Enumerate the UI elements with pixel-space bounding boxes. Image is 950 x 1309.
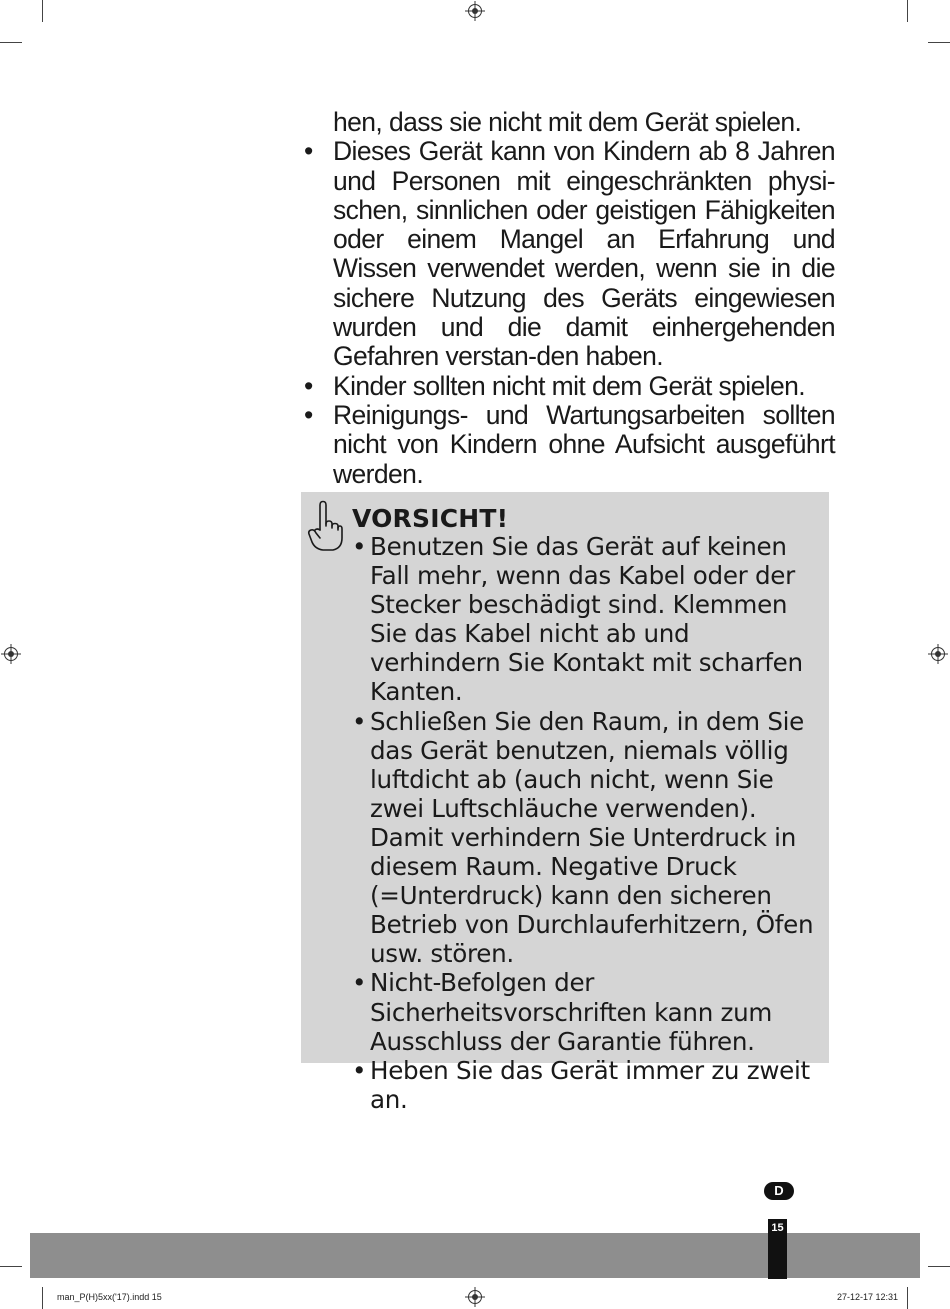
crop-mark xyxy=(42,0,43,22)
list-item: hen, dass sie nicht mit dem Gerät spielen. xyxy=(333,107,802,137)
registration-mark-icon xyxy=(4,647,18,661)
list-item: • Reinigungs- und Wartungsarbeiten sollten nicht von Kindern ohne Aufsicht ausgeführt werden. xyxy=(300,401,835,489)
list-item: • Benutzen Sie das Gerät auf keinen Fall mehr, wenn das Kabel oder der Stecker beschädigt sind. Klemmen Sie das Kabel nicht ab und verhindern Sie Kontakt mit scharfen Kanten. xyxy=(352,532,822,707)
caution-box xyxy=(301,492,829,1114)
crop-mark xyxy=(42,1287,43,1309)
registration-mark-icon xyxy=(468,1290,482,1304)
language-badge: D xyxy=(764,1182,794,1200)
safety-list xyxy=(300,108,835,489)
crop-mark xyxy=(928,42,950,43)
crop-mark xyxy=(928,1266,950,1267)
registration-mark-icon xyxy=(468,4,482,18)
caution-title: VORSICHT! xyxy=(352,504,509,533)
caution-list xyxy=(352,532,822,1114)
file-slug: man_P(H)5xx('17).indd 15 xyxy=(57,1292,162,1302)
crop-mark xyxy=(0,42,22,43)
page-number: 15 xyxy=(771,1222,784,1234)
list-item: • Nicht-Befolgen der Sicherheitsvorschriften kann zum Ausschluss der Garantie führen. xyxy=(352,968,822,1055)
pointing-finger-icon xyxy=(307,500,343,552)
list-item: • Dieses Gerät kann von Kindern ab 8 Jahren und Personen mit eingeschränkten physi-schen, sinnlichen oder geistigen Fähigkeiten oder einem Mangel an Erfahrung und Wissen verwendet werden, wenn sie in die sichere Nutzung des Geräts eingewiesen wurden und die damit einhergehenden Gefahren verstan-den haben. xyxy=(300,137,835,371)
datetime-slug: 27-12-17 12:31 xyxy=(837,1292,899,1302)
crop-mark xyxy=(907,1287,908,1309)
list-item: • Heben Sie das Gerät immer zu zweit an. xyxy=(352,1056,822,1114)
registration-mark-icon xyxy=(931,647,945,661)
crop-mark xyxy=(907,0,908,22)
crop-mark xyxy=(0,1266,22,1267)
list-item: • Schließen Sie den Raum, in dem Sie das Gerät benutzen, niemals völlig luftdicht ab (auch nicht, wenn Sie zwei Luftschläuche verwenden). Damit verhindern Sie Unterdruck in diesem Raum. Negative Druck (=Unterdruck) kann den sicheren Betrieb von Durchlauferhitzern, Öfen usw. stören. xyxy=(352,707,822,969)
list-item: • Kinder sollten nicht mit dem Gerät spielen. xyxy=(300,372,835,401)
page-tab xyxy=(768,1219,787,1279)
